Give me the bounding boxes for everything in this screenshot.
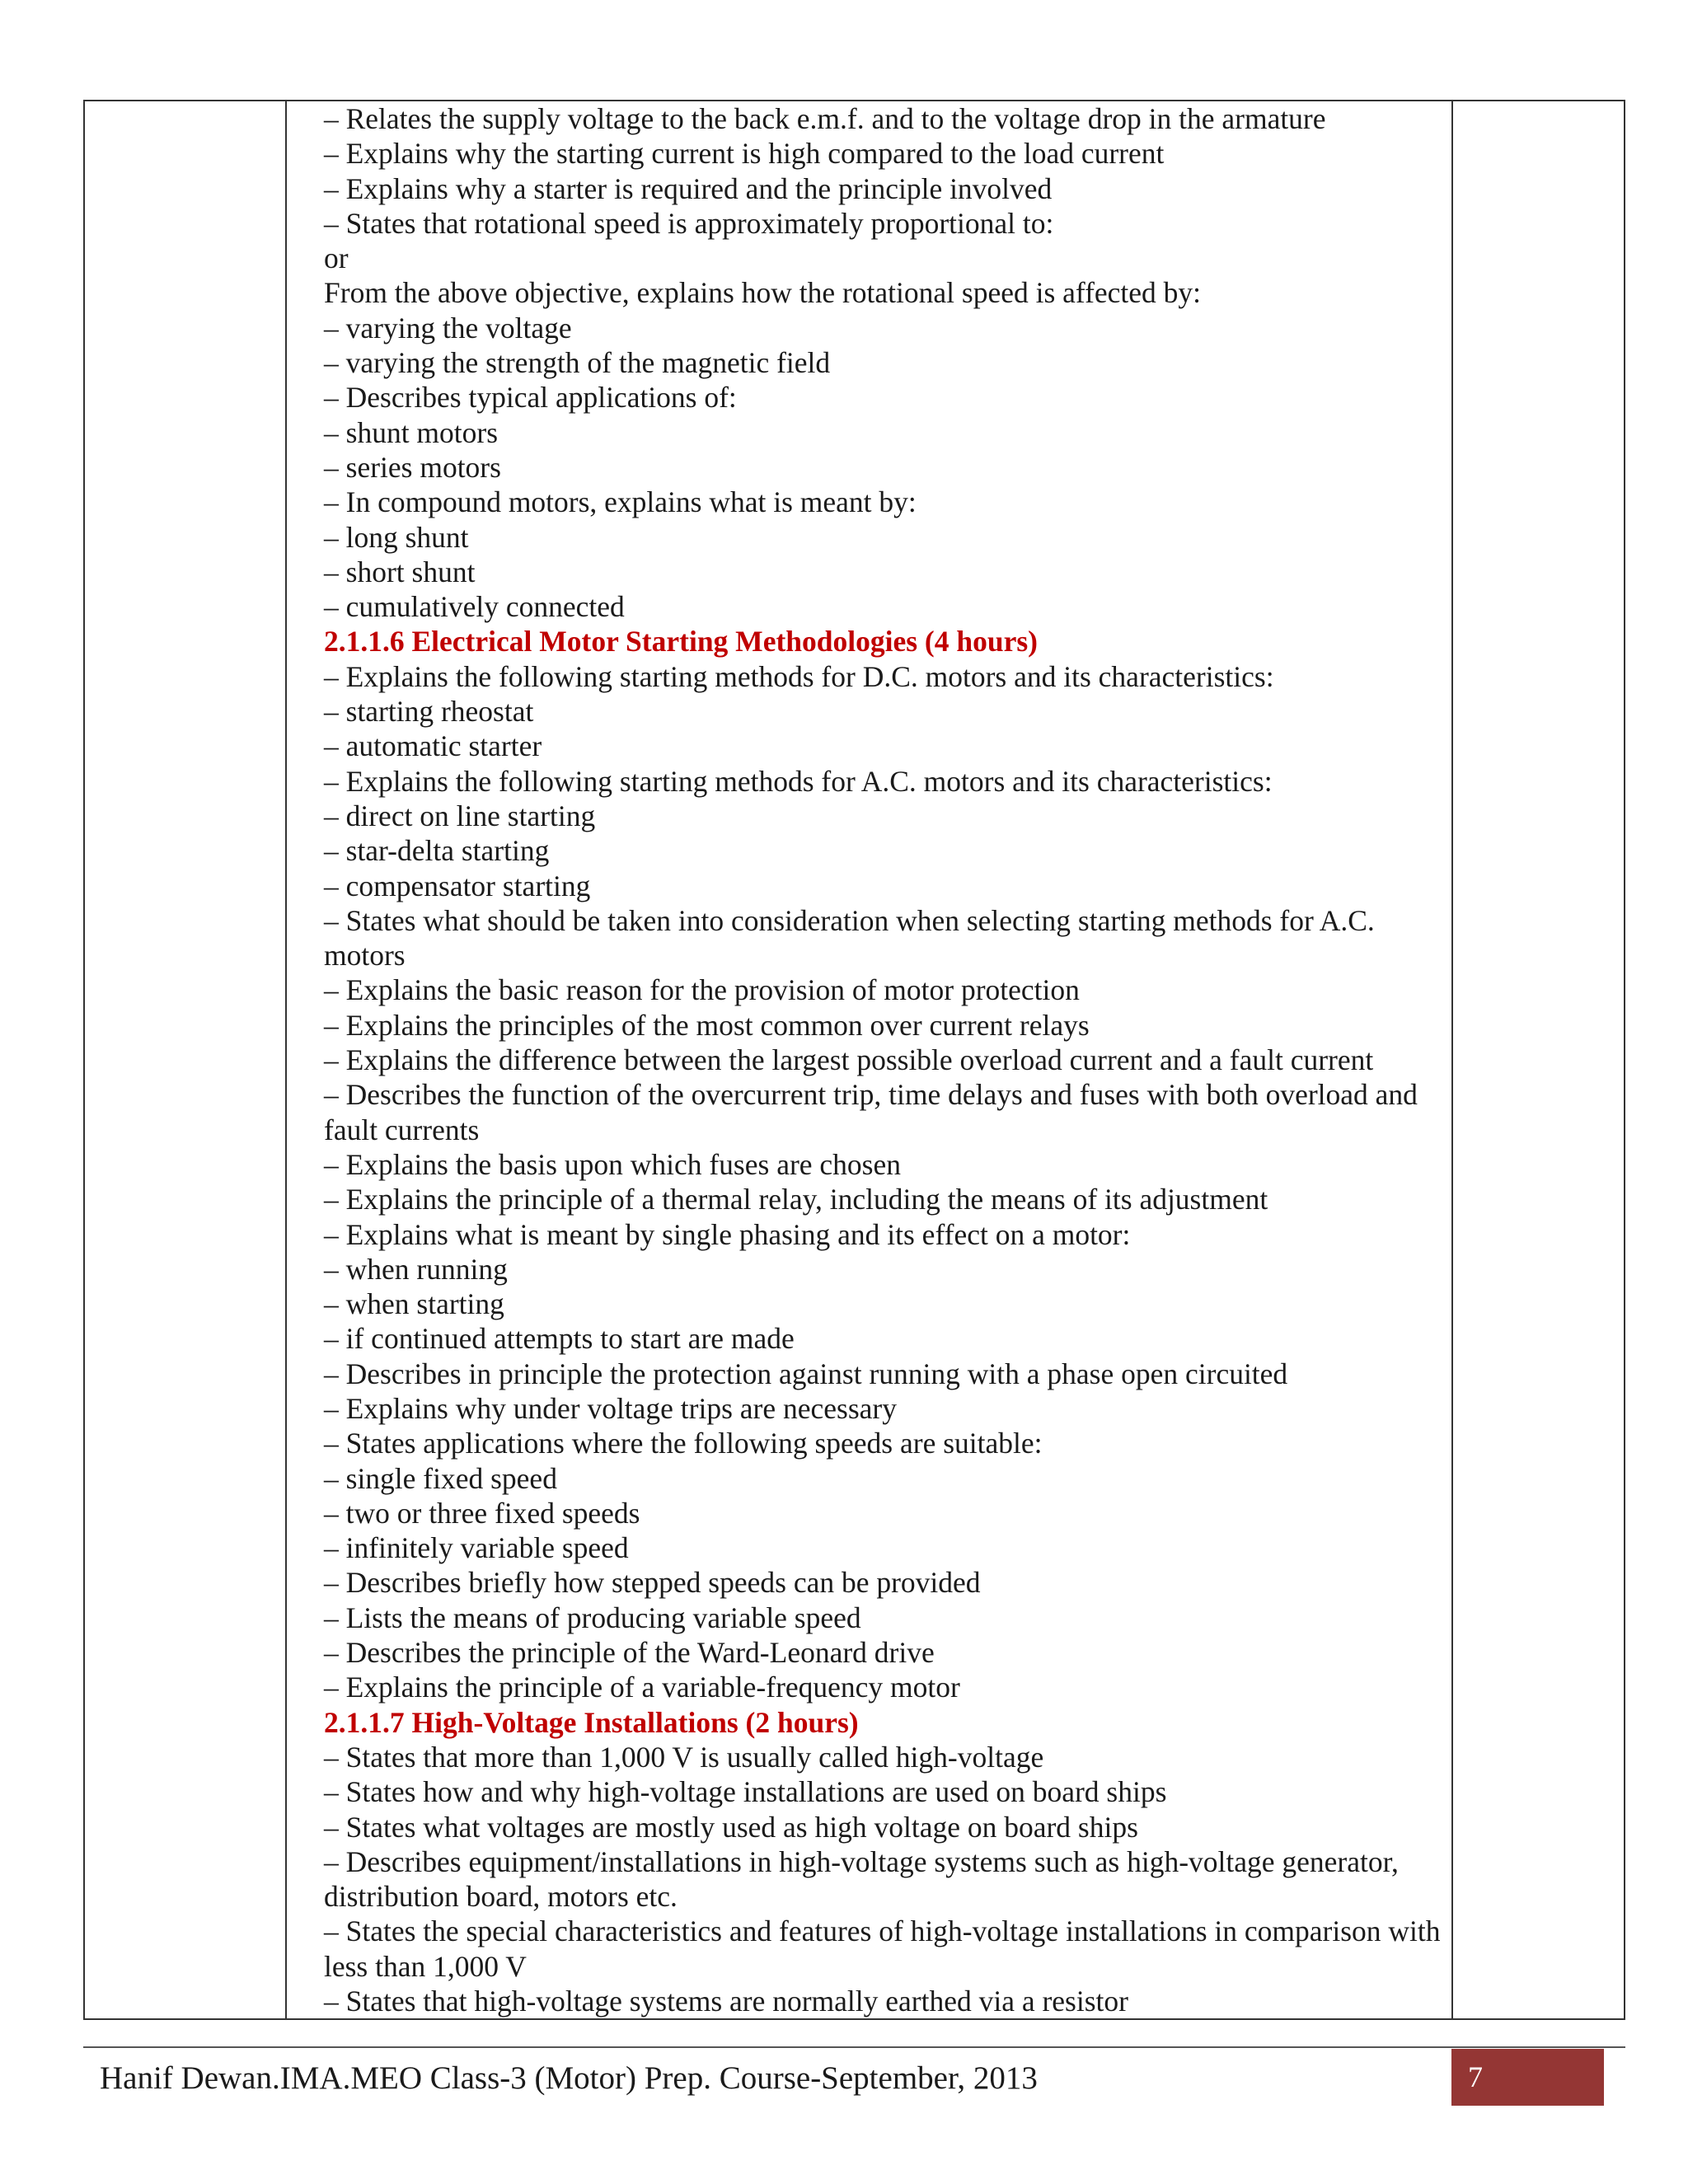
- objective-line: – two or three fixed speeds: [324, 1496, 640, 1530]
- objective-line: – varying the strength of the magnetic field: [324, 346, 831, 380]
- objective-line: – States applications where the following speeds are suitable:: [324, 1427, 1043, 1460]
- objective-line: – States how and why high-voltage installations are used on board ships: [324, 1775, 1167, 1809]
- objective-line: – Explains what is meant by single phasing and its effect on a motor:: [324, 1217, 1131, 1251]
- objective-line: – star-delta starting: [324, 834, 550, 868]
- objective-line: – infinitely variable speed: [324, 1531, 629, 1565]
- objective-line: – States what should be taken into consideration when selecting starting methods for A.C. motors: [324, 903, 1375, 972]
- objective-line: – when starting: [324, 1287, 504, 1321]
- objective-line: – States what voltages are mostly used as high voltage on board ships: [324, 1810, 1138, 1844]
- objective-line: – varying the voltage: [324, 311, 572, 344]
- objective-line: – Explains the principles of the most common over current relays: [324, 1008, 1090, 1042]
- objective-line: – Explains why under voltage trips are necessary: [324, 1391, 897, 1425]
- objective-line: – States the special characteristics and features of high-voltage installations in comparison with less than 1,000 V: [324, 1915, 1441, 1983]
- objective-line: – short shunt: [324, 555, 476, 588]
- table-column-divider-right: [1451, 101, 1453, 2018]
- objective-line: – single fixed speed: [324, 1461, 557, 1495]
- objective-line: – States that high-voltage systems are normally earthed via a resistor: [324, 1985, 1128, 2018]
- table-column-divider-left: [285, 101, 287, 2018]
- objective-line: – if continued attempts to start are made: [324, 1322, 795, 1356]
- objective-line: – States that more than 1,000 V is usually called high-voltage: [324, 1740, 1044, 1774]
- objective-line: – cumulatively connected: [324, 590, 625, 624]
- objectives-text: [324, 101, 1445, 2018]
- footer-course-title: Hanif Dewan.IMA.MEO Class-3 (Motor) Prep. Course-September, 2013: [100, 2060, 1038, 2096]
- objective-line: – Relates the supply voltage to the back e.m.f. and to the voltage drop in the armature: [324, 102, 1326, 135]
- objective-line: – when running: [324, 1252, 508, 1286]
- objective-line: – Explains the basic reason for the provision of motor protection: [324, 973, 1080, 1007]
- objective-line: – In compound motors, explains what is meant by:: [324, 485, 917, 519]
- objective-line: – shunt motors: [324, 415, 499, 449]
- objective-line: – long shunt: [324, 520, 469, 554]
- objective-line: – Describes the function of the overcurrent trip, time delays and fuses with both overload and fault currents: [324, 1078, 1418, 1146]
- objective-line: – Explains the principle of a thermal relay, including the means of its adjustment: [324, 1183, 1268, 1216]
- objective-line: – direct on line starting: [324, 799, 596, 832]
- objective-line: – Describes briefly how stepped speeds can be provided: [324, 1566, 981, 1600]
- footer-rule: [83, 2046, 1625, 2048]
- objective-line: – Explains the difference between the largest possible overload current and a fault current: [324, 1043, 1374, 1077]
- objective-line: or: [324, 241, 349, 275]
- page-number: 7: [1451, 2049, 1604, 2106]
- objective-line: – Explains the basis upon which fuses are chosen: [324, 1147, 901, 1181]
- objective-line: – Explains the following starting methods for A.C. motors and its characteristics:: [324, 764, 1273, 798]
- objective-line: – Explains why a starter is required and the principle involved: [324, 171, 1053, 205]
- objective-line: – Explains the following starting methods for D.C. motors and its characteristics:: [324, 659, 1274, 693]
- objective-line: From the above objective, explains how the rotational speed is affected by:: [324, 276, 1202, 310]
- objective-line: – automatic starter: [324, 729, 542, 763]
- objective-line: – Explains why the starting current is high compared to the load current: [324, 137, 1165, 171]
- objective-line: – Lists the means of producing variable speed: [324, 1601, 861, 1634]
- objective-line: – Describes equipment/installations in high-voltage systems such as high-voltage generator, distribution board, motors etc.: [324, 1844, 1399, 1914]
- objective-line: – States that rotational speed is approximately proportional to:: [324, 206, 1054, 240]
- objective-line: – starting rheostat: [324, 695, 534, 729]
- objective-line: – Describes typical applications of:: [324, 381, 737, 415]
- objective-line: – Explains the principle of a variable-frequency motor: [324, 1671, 960, 1704]
- objective-line: – compensator starting: [324, 869, 591, 902]
- section-heading: 2.1.1.6 Electrical Motor Starting Methodologies (4 hours): [324, 625, 1039, 658]
- section-heading: 2.1.1.7 High-Voltage Installations (2 hours): [324, 1705, 859, 1739]
- objective-line: – Describes in principle the protection against running with a phase open circuited: [324, 1357, 1288, 1390]
- objective-line: – series motors: [324, 450, 501, 484]
- objective-line: – Describes the principle of the Ward-Leonard drive: [324, 1636, 935, 1670]
